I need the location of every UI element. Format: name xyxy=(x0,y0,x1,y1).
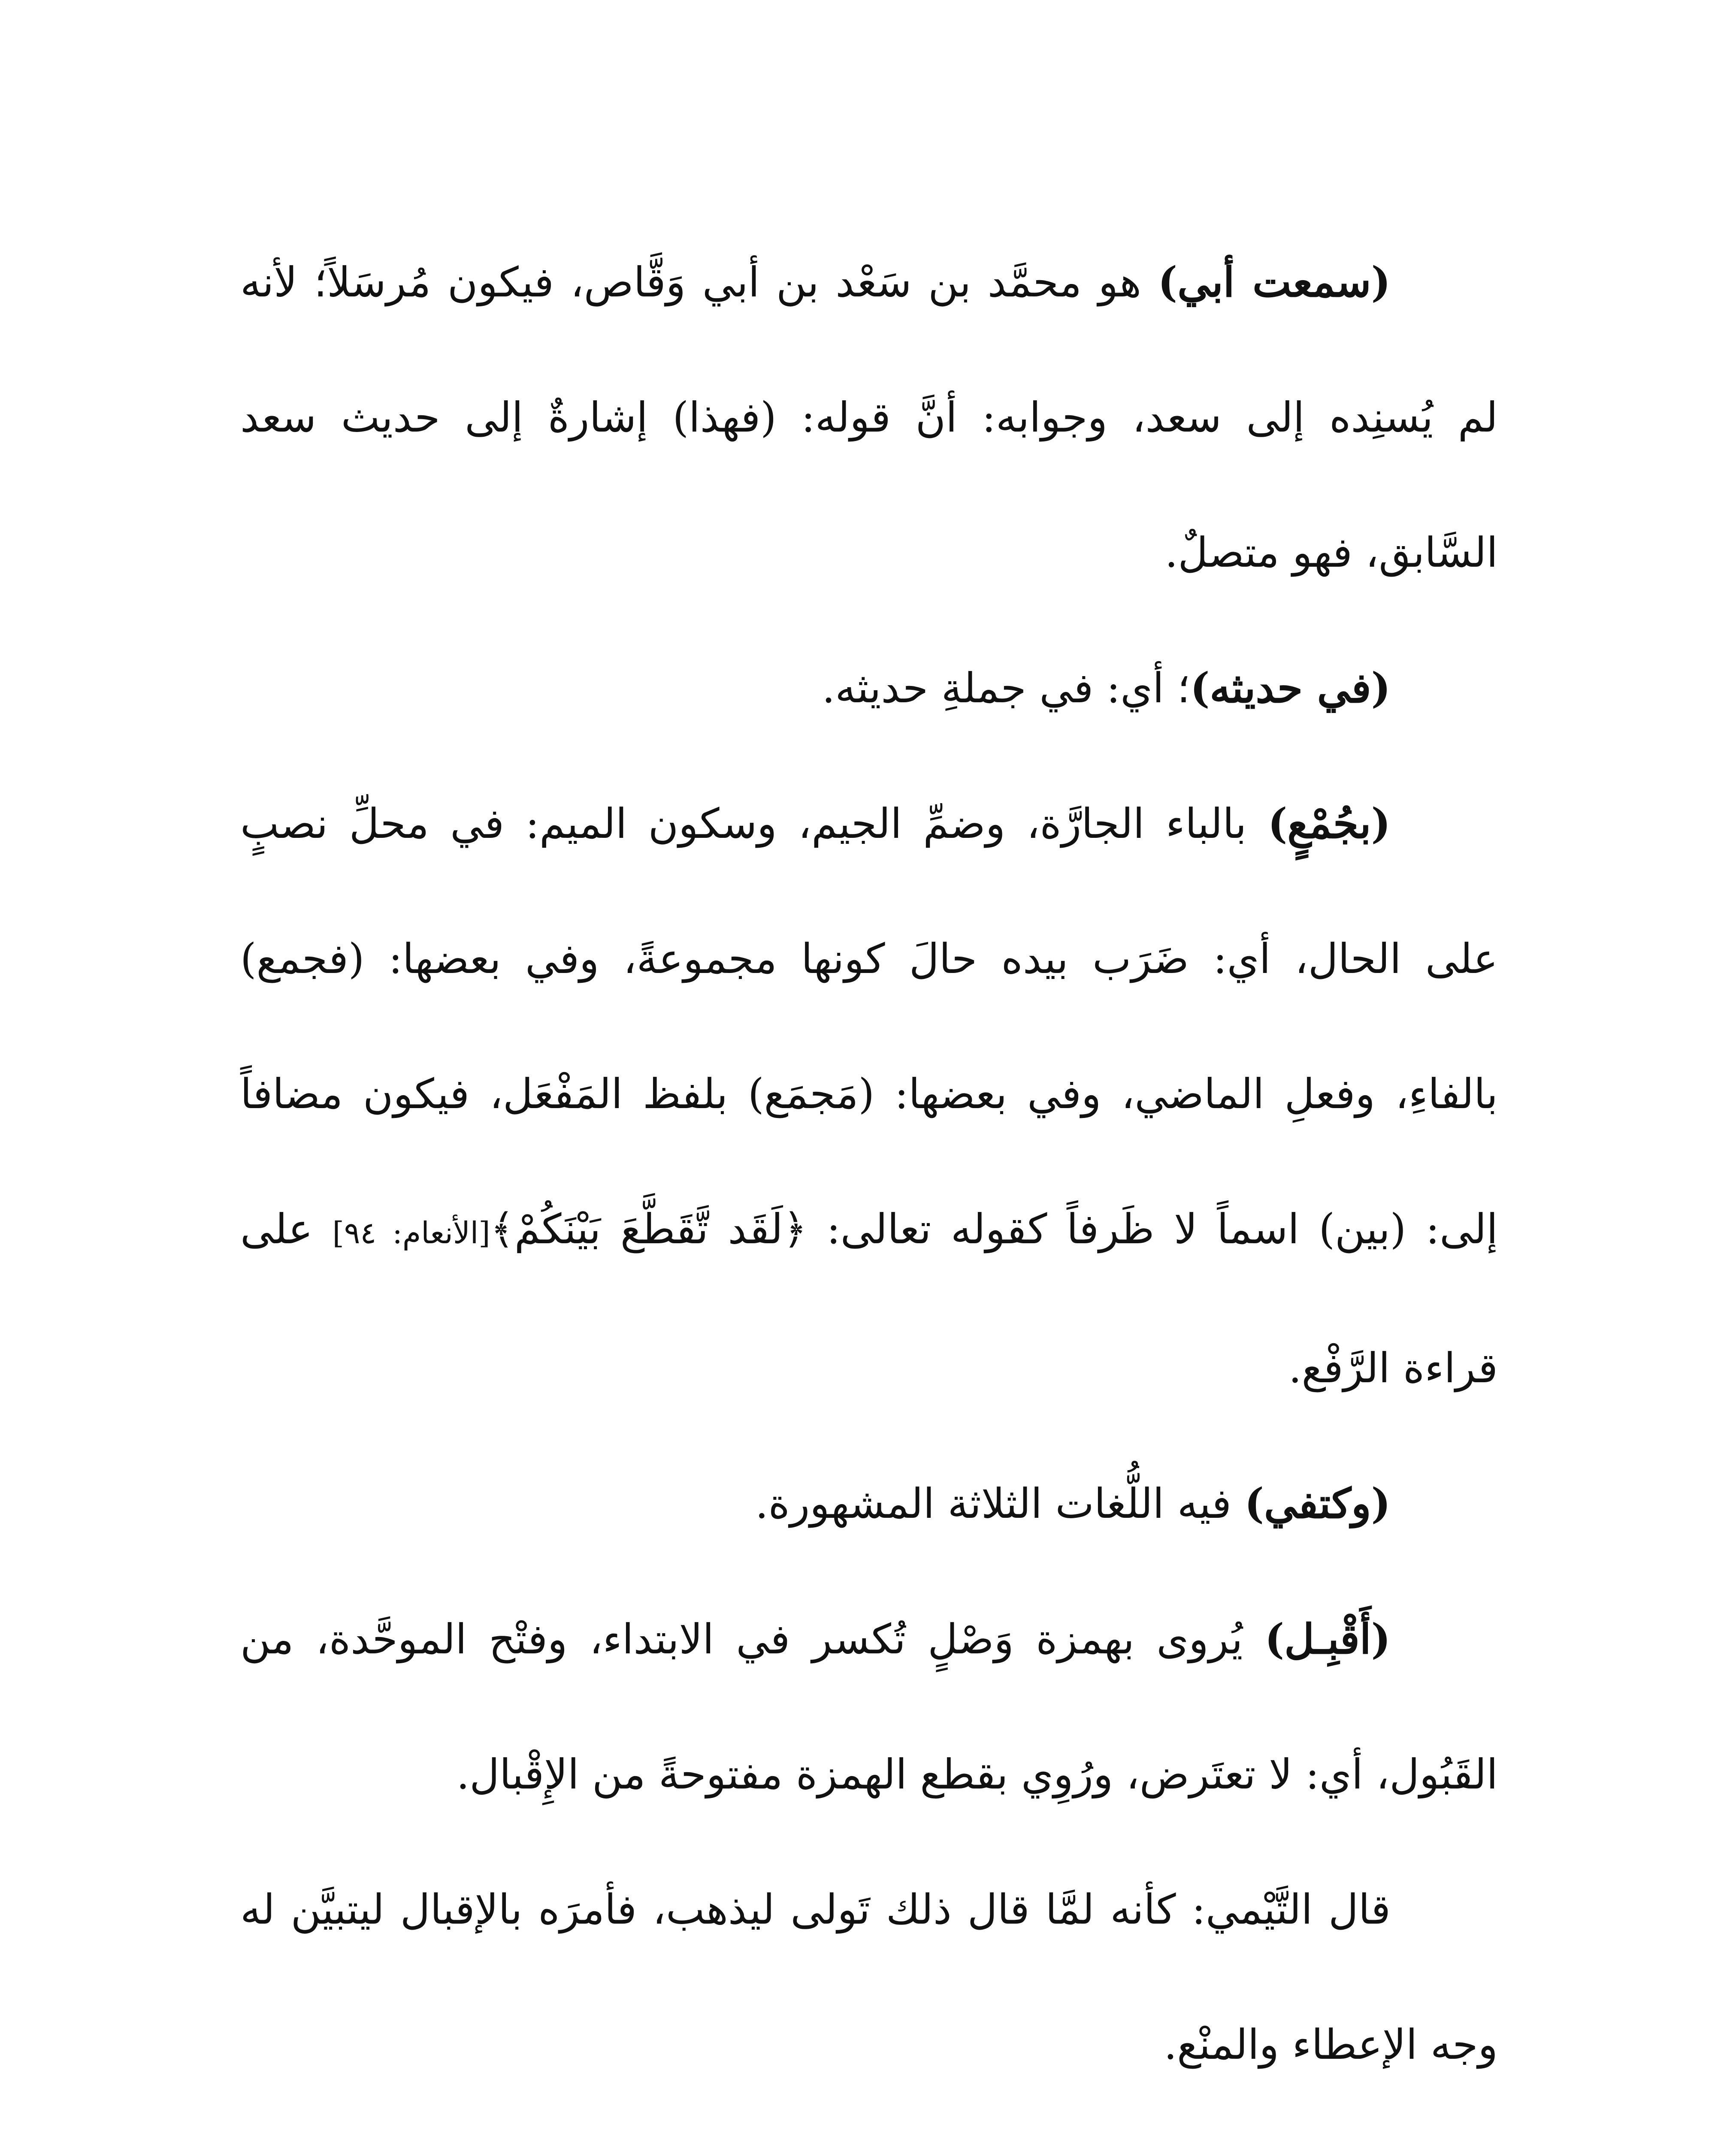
paragraph-4 xyxy=(240,1436,1498,1571)
lemma-heading: (وكتفي) xyxy=(1244,1479,1391,1528)
paragraph-1 xyxy=(240,214,1498,620)
lemma-heading: (بجُمْعٍ) xyxy=(1267,799,1391,848)
paragraph-text: بالباء الجارَّة، وضمِّ الجيم، وسكون الميم: في محلِّ نصبٍ على الحال، أي: ضَرَب بيده حالَ كونها مجموعةً، وفي بعضها: (فجمع) بالفاءِ، وفعلِ الماضي، وفي بعضها: (مَجمَع) بلفظ المَفْعَل، فيكون مضافاً إلى: (بين) اسماً لا ظَرفاً كقوله تعالى: xyxy=(240,800,1498,1253)
paragraph-text: قال التَّيْمي: كأنه لمَّا قال ذلك تَولى ليذهب، فأمرَه بالإقبال ليتبيَّن له وجه الإعطاء والمنْع. xyxy=(240,1885,1498,2069)
paragraph-7 xyxy=(240,2112,1498,2145)
lemma-heading: (سمعت أبي) xyxy=(1158,258,1391,306)
verse-reference: [الأنعام: ٩٤] xyxy=(332,1215,490,1251)
paragraph-2 xyxy=(240,620,1498,756)
paragraph-6 xyxy=(240,1842,1498,2112)
paragraph-text: هو محمَّد بن سَعْد بن أبي وَقَّاص، فيكون مُرسَلاً؛ لأنه لم يُسنِده إلى سعد، وجوابه: أنَّ قوله: (فهذا) إشارةٌ إلى حديث سعد السَّابق، فهو متصلٌ. xyxy=(240,258,1498,577)
paragraph-3 xyxy=(240,756,1498,1436)
paragraph-text: يُروى بهمزة وَصْلٍ تُكسر في الابتداء، وفتْح الموحَّدة، من القَبُول، أي: لا تعتَرض، ورُوِي بقطع الهمزة مفتوحةً من الإِقْبال. xyxy=(240,1615,1498,1798)
lemma-heading: (أَقْبِـل) xyxy=(1264,1615,1391,1663)
paragraph-text: فيه اللُّغات الثلاثة المشهورة. xyxy=(755,1480,1245,1528)
paragraph-text: ؛ أي: في جملةِ حديثه. xyxy=(822,664,1190,712)
commentary-text xyxy=(240,214,1498,2145)
paragraph-5 xyxy=(240,1571,1498,1842)
quran-verse: ﴿لَقَد تَّقَطَّعَ بَيْنَكُمْ﴾ xyxy=(490,1205,807,1253)
lemma-heading: (في حديثه) xyxy=(1190,664,1391,712)
paragraph-text-after: على قراءة الرَّفْع. xyxy=(240,1205,1498,1392)
